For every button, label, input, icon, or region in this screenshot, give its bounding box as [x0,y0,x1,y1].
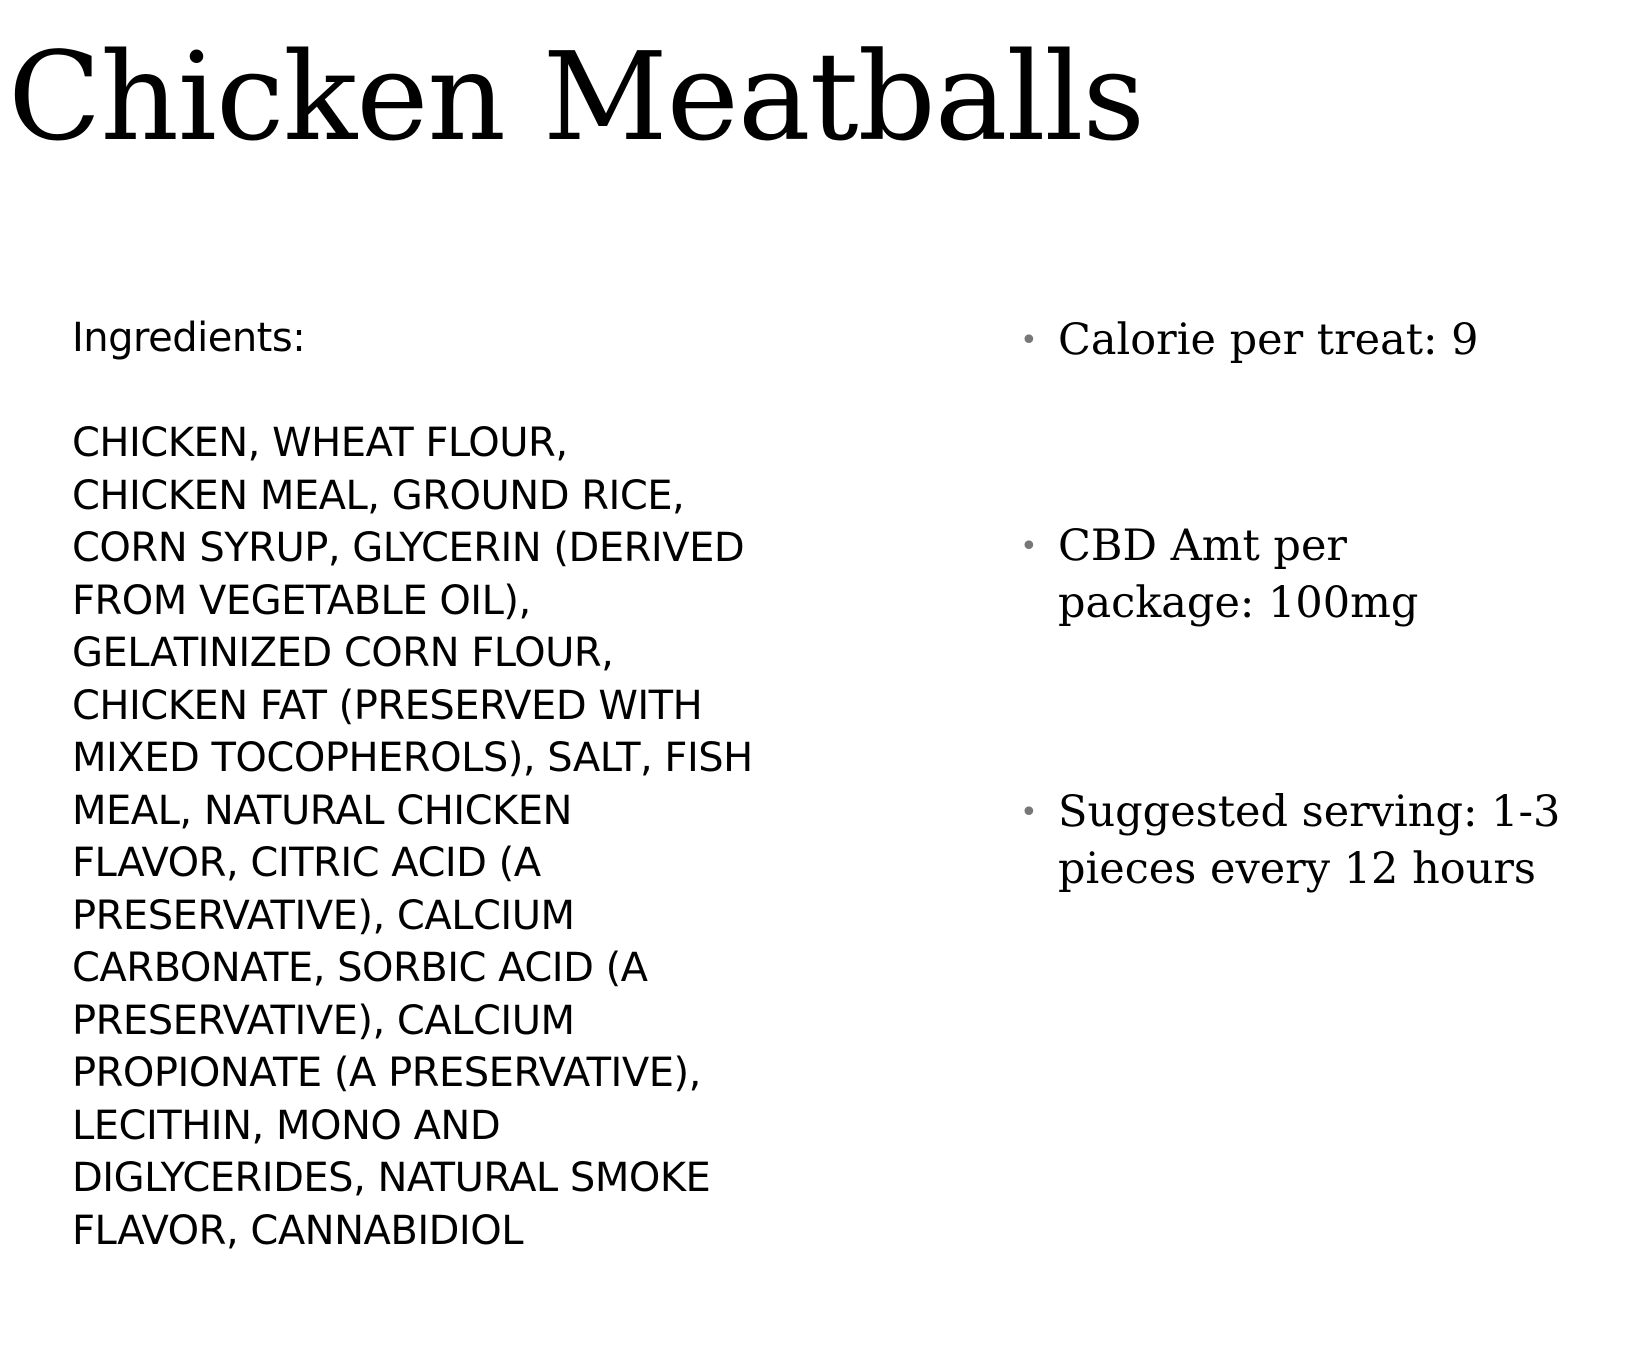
fact-line: Calorie per treat: 9 [1058,315,1479,365]
fact-cbd-amount [1020,518,1638,632]
ingredient-line: MIXED TOCOPHEROLS), SALT, FISH [72,735,753,781]
ingredient-line: CHICKEN, WHEAT FLOUR, [72,420,568,466]
ingredient-line: PROPIONATE (A PRESERVATIVE), [72,1050,701,1096]
ingredients-heading: Ingredients: [72,315,306,361]
ingredient-line: CARBONATE, SORBIC ACID (A [72,945,648,991]
ingredient-line: CORN SYRUP, GLYCERIN (DERIVED [72,525,745,571]
ingredients-section [72,312,812,1257]
ingredient-line: FLAVOR, CITRIC ACID (A [72,840,541,886]
ingredient-line: PRESERVATIVE), CALCIUM [72,997,575,1044]
ingredient-line: FROM VEGETABLE OIL), [72,577,531,624]
bullet-icon: • [1020,529,1038,564]
ingredient-line: GELATINIZED CORN FLOUR, [72,630,614,676]
bullet-icon: • [1020,323,1038,358]
fact-line: package: 100mg [1058,578,1419,628]
ingredient-line: PRESERVATIVE), CALCIUM [72,892,575,939]
ingredient-line: DIGLYCERIDES, NATURAL SMOKE [72,1155,711,1201]
ingredient-line: LECITHIN, MONO AND [72,1102,501,1149]
fact-serving [1020,784,1638,898]
fact-line: CBD Amt per [1058,521,1347,571]
ingredient-line: CHICKEN MEAL, GROUND RICE, [72,472,685,519]
bullet-icon: • [1020,795,1038,830]
page-title: Chicken Meatballs [8,26,1145,168]
fact-line: pieces every 12 hours [1058,844,1536,894]
ingredient-line: MEAL, NATURAL CHICKEN [72,787,572,834]
ingredient-line: FLAVOR, CANNABIDIOL [72,1207,523,1254]
ingredient-line: CHICKEN FAT (PRESERVED WITH [72,682,703,729]
ingredients-list [72,417,812,1257]
fact-line: Suggested serving: 1-3 [1058,787,1561,837]
fact-calories [1020,312,1638,369]
